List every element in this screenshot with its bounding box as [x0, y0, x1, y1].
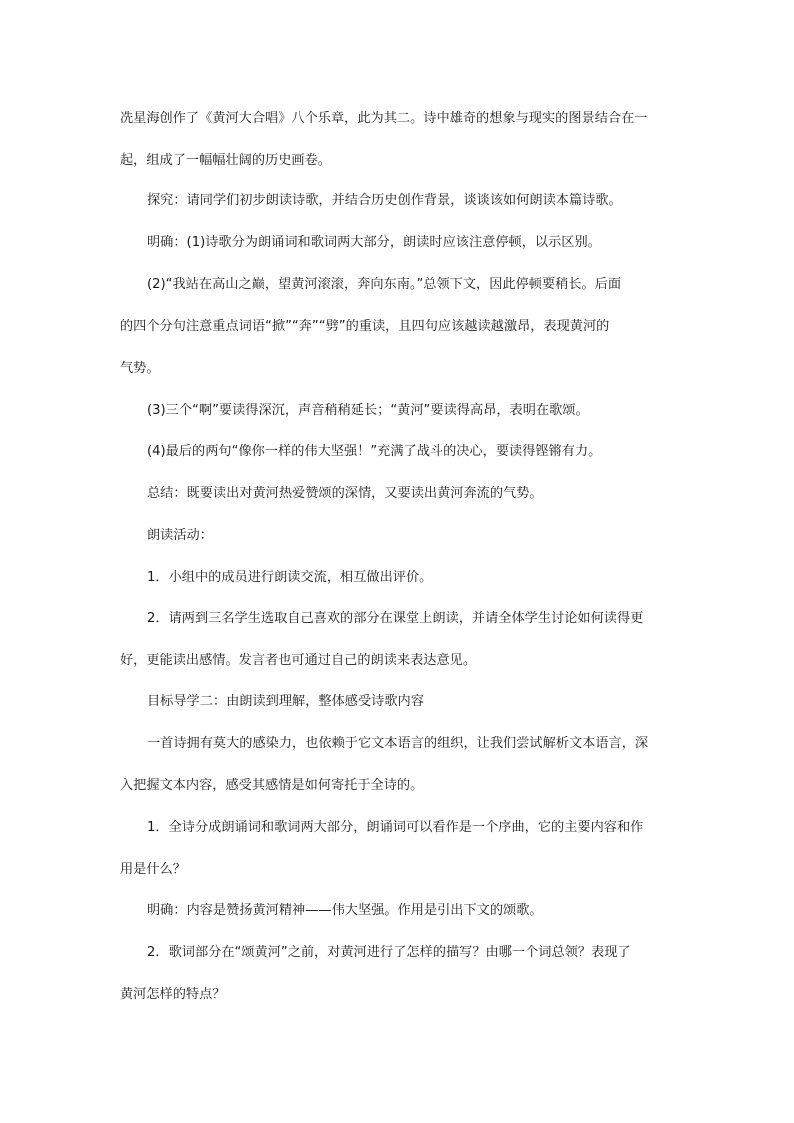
text-line: 用是什么？	[120, 862, 186, 877]
text-line: 的四个分句注意重点词语“掀”“奔”“劈”的重读，且四句应该越读越激昂，表现黄河的	[120, 319, 610, 334]
text-line: 明确：内容是赞扬黄河精神——伟大坚强。作用是引出下文的颂歌。	[147, 903, 543, 918]
text-line: 探究：请同学们初步朗读诗歌，并结合历史创作背景，谈谈该如何朗读本篇诗歌。	[147, 193, 622, 208]
text-line: 冼星海创作了《黄河大合唱》八个乐章，此为其二。诗中雄奇的想象与现实的图景结合在一	[120, 111, 648, 126]
text-line: 朗读活动：	[147, 528, 213, 543]
text-line: 2．请两到三名学生选取自己喜欢的部分在课堂上朗读，并请全体学生讨论如何读得更	[147, 611, 644, 626]
text-line: 一首诗拥有莫大的感染力，也依赖于它文本语言的组织，让我们尝试解析文本语言，深	[147, 736, 649, 751]
text-line: 总结：既要读出对黄河热爱赞颂的深情，又要读出黄河奔流的气势。	[147, 486, 543, 501]
text-line: (3)三个“啊”要读得深沉，声音稍稍延长；“黄河”要读得高昂，表明在歌颂。	[147, 403, 589, 418]
text-line: 1．小组中的成员进行朗读交流，相互做出评价。	[147, 570, 433, 585]
text-line: 气势。	[120, 361, 160, 376]
text-line: 入把握文本内容，感受其感情是如何寄托于全诗的。	[120, 778, 424, 793]
text-line: 明确：(1)诗歌分为朗诵词和歌词两大部分，朗读时应该注意停顿，以示区别。	[147, 235, 601, 250]
text-line: (4)最后的两句“像你一样的伟大坚强！”充满了战斗的决心，要读得铿锵有力。	[147, 444, 602, 459]
text-line: 黄河怎样的特点？	[120, 987, 226, 1002]
text-line: 1．全诗分成朗诵词和歌词两大部分，朗诵词可以看作是一个序曲，它的主要内容和作	[147, 820, 644, 835]
text-line: (2)“我站在高山之巅，望黄河滚滚，奔向东南。”总领下文，因此停顿要稍长。后面	[147, 277, 622, 292]
text-line: 2．歌词部分在“颂黄河”之前，对黄河进行了怎样的描写？由哪一个词总领？表现了	[147, 945, 631, 960]
text-line: 好，更能读出感情。发言者也可通过自己的朗读来表达意见。	[120, 653, 477, 668]
text-line: 目标导学二：由朗读到理解，整体感受诗歌内容	[147, 694, 424, 709]
text-line: 起，组成了一幅幅壮阔的历史画卷。	[120, 153, 331, 168]
